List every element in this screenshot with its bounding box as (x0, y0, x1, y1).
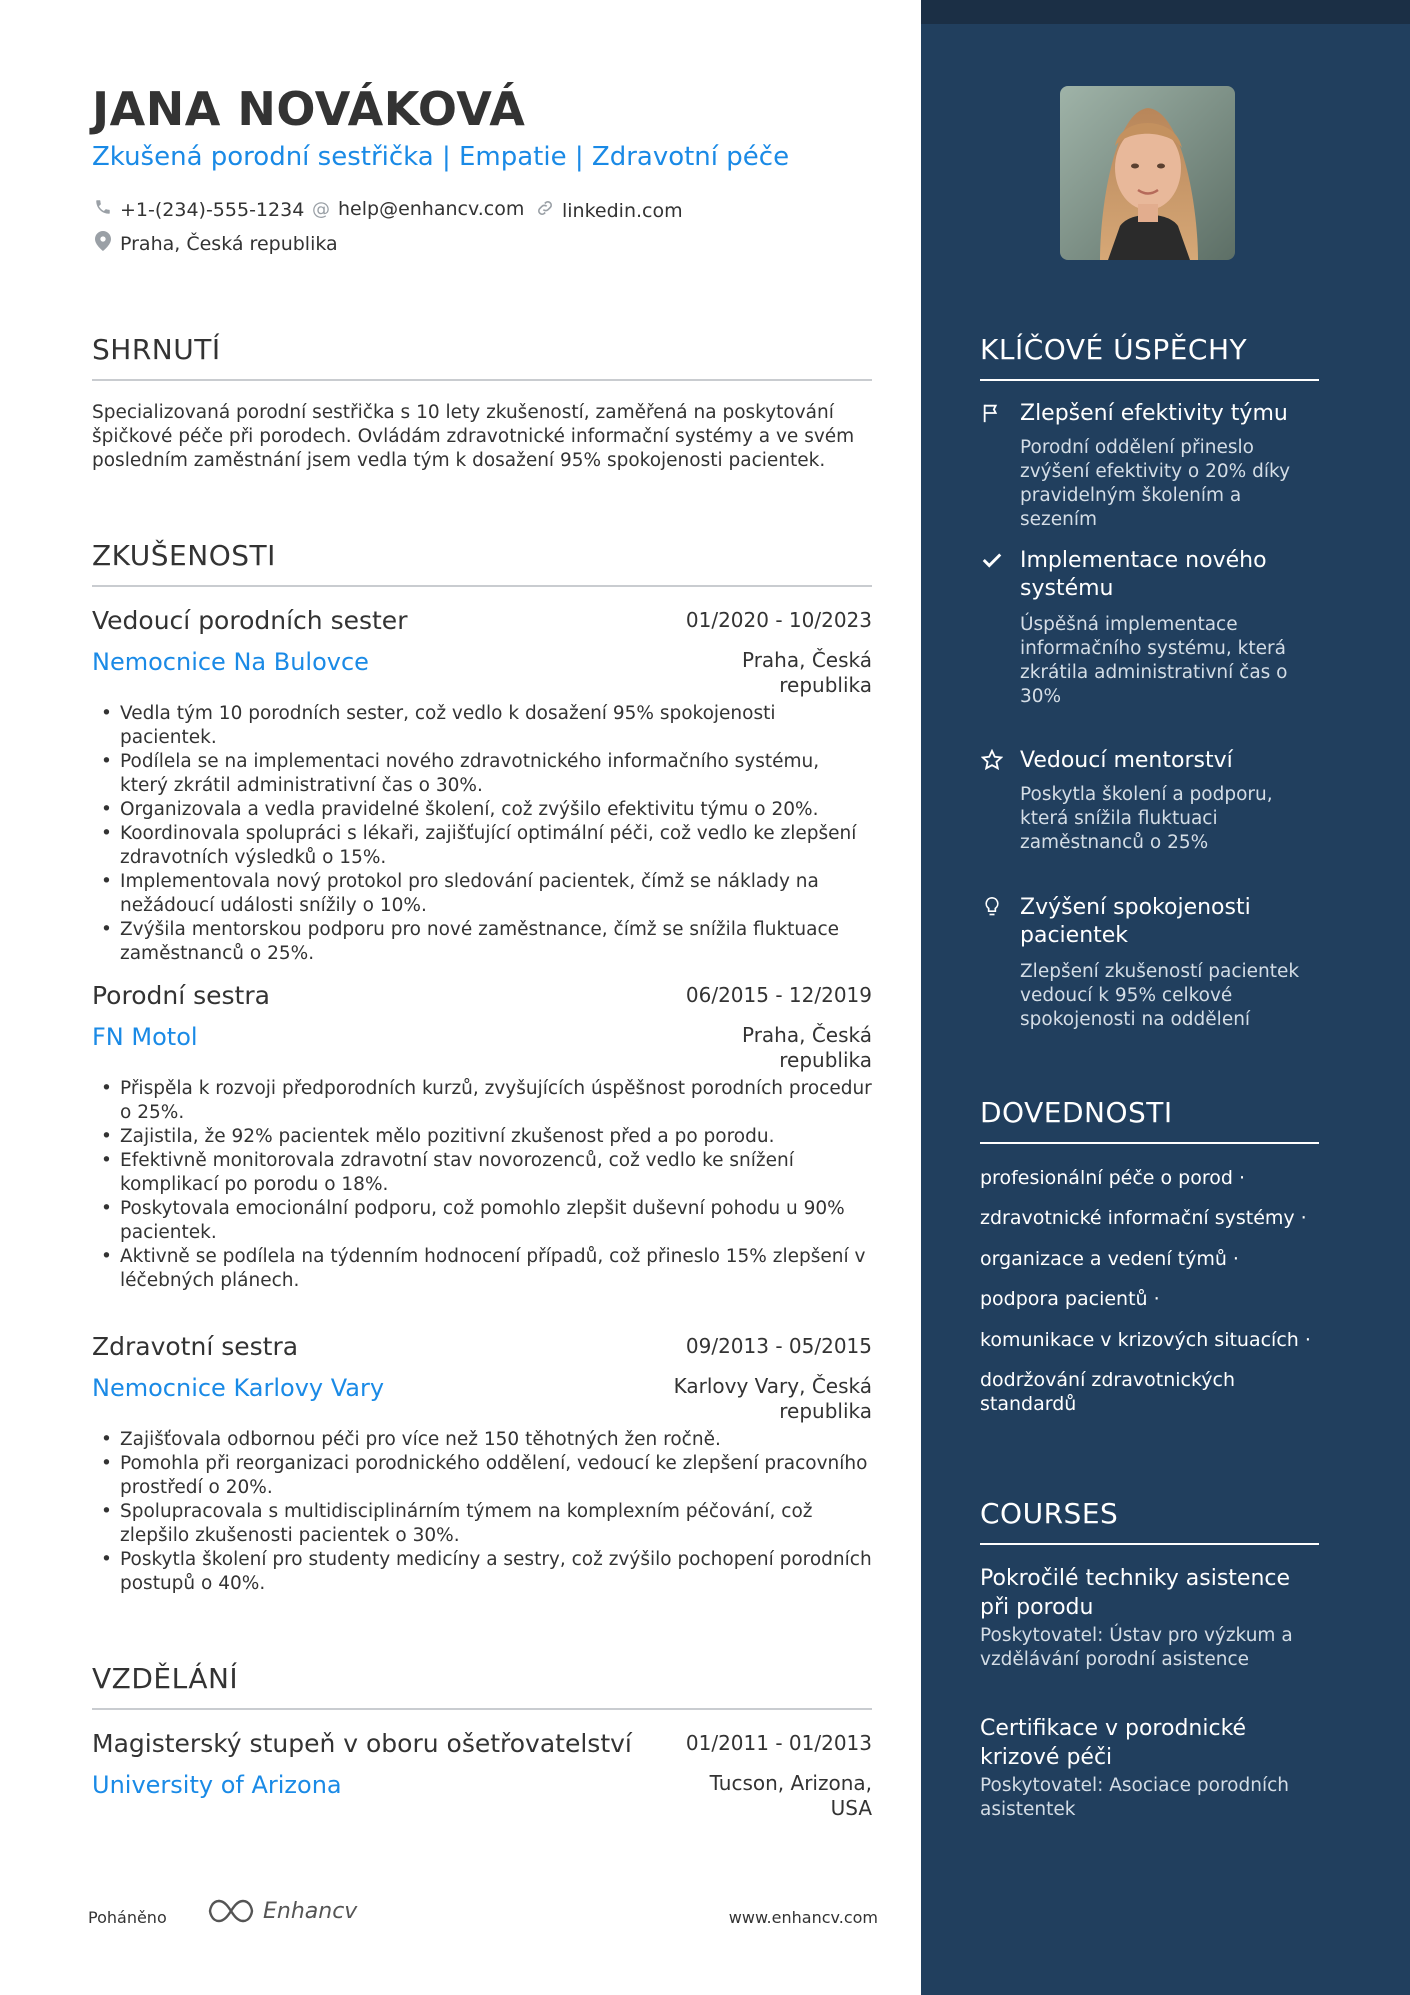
achievement-title: Implementace nového systému (1020, 548, 1267, 601)
course-provider: Poskytovatel: Ústav pro výzkum a vzdělávání porodní asistence (980, 1625, 1293, 1670)
summary-heading: SHRNUTÍ (92, 333, 221, 366)
achievement-description: Porodní oddělení přineslo zvýšení efektivity o 20% díky pravidelným školením a sezením (1020, 437, 1291, 530)
degree-title: Magisterský stupeň v oboru ošetřovatelství (92, 1729, 632, 1758)
star-icon (980, 749, 1004, 776)
course-title: Pokročilé techniky asistence při porodu (980, 1566, 1291, 1620)
footer-url[interactable]: www.enhancv.com (728, 1908, 878, 1927)
summary-divider (92, 379, 872, 381)
experience-heading: ZKUŠENOSTI (92, 539, 276, 572)
job-location (674, 1374, 872, 1424)
job-location-line: Praha, Česká (741, 1023, 872, 1047)
school-name[interactable]: University of Arizona (92, 1771, 342, 1799)
job-location-line: republika (779, 1399, 872, 1423)
check-icon (980, 549, 1004, 576)
at-icon: @ (312, 198, 330, 220)
skill-item: organizace a vedení týmů · (980, 1248, 1239, 1270)
job-location-line: republika (779, 1048, 872, 1072)
bullet-item: • Zvýšila mentorskou podporu pro nové zaměstnance, čímž se snížila fluktuace zaměstnanců o 25%. (92, 918, 872, 966)
linkedin-text: linkedin.com (562, 199, 683, 222)
bullet-item: • Koordinovala spolupráci s lékaři, zajišťující optimální péči, což vedlo ke zlepšení zdravotních výsledků o 15%. (92, 822, 872, 870)
contact-linkedin[interactable] (534, 198, 683, 223)
education-divider (92, 1708, 872, 1710)
job-bullets (92, 1428, 872, 1596)
enhancv-logo[interactable] (207, 1898, 357, 1924)
job-organization[interactable]: Nemocnice Karlovy Vary (92, 1374, 385, 1402)
job-date: 01/2020 - 10/2023 (685, 608, 872, 632)
bullet-item: • Aktivně se podílela na týdenním hodnocení případů, což přineslo 15% zlepšení v léčebných plánech. (92, 1245, 872, 1293)
bullet-item: • Podílela se na implementaci nového zdravotnického informačního systému, který zkrátil administrativní čas o 30%. (92, 750, 872, 798)
experience-divider (92, 585, 872, 587)
bullet-item: • Pomohla při reorganizaci porodnického oddělení, vedoucí ke zlepšení pracovního prostředí o 20%. (92, 1452, 872, 1500)
summary-text: Specializovaná porodní sestřička s 10 lety zkušeností, zaměřená na poskytování špičkové péče při porodech. Ovládám zdravotnické informační systémy a ve svém posledním zaměstnání jsem vedla tým k dosažení 95% spokojenosti pacientek. (92, 402, 855, 471)
achievement-item (980, 400, 1320, 530)
achievement-item (980, 547, 1320, 717)
job-location (742, 648, 872, 698)
phone-text: +1-(234)-555-1234 (120, 198, 305, 221)
job-bullets (92, 702, 872, 966)
job-location-line: Praha, Česká (741, 648, 872, 672)
achievement-description: Zlepšení zkušeností pacientek vedoucí k 95% celkové spokojenosti na oddělení (1020, 961, 1300, 1030)
bullet-item: • Zajišťovala odbornou péči pro více než 150 těhotných žen ročně. (92, 1428, 872, 1452)
job-date: 06/2015 - 12/2019 (685, 983, 872, 1007)
skill-item: zdravotnické informační systémy · (980, 1207, 1307, 1229)
contact-email[interactable] (310, 198, 524, 220)
job-entry (92, 981, 872, 1301)
bullet-item: • Zajistila, že 92% pacientek mělo pozitivní zkušenost před a po porodu. (92, 1125, 872, 1149)
job-title: Vedoucí porodních sester (92, 606, 408, 635)
achievement-description: Poskytla školení a podporu, která snížila fluktuaci zaměstnanců o 25% (1020, 784, 1273, 853)
flag-icon (980, 402, 1004, 429)
sidebar-top-bar (921, 0, 1410, 24)
job-location-line: republika (779, 673, 872, 697)
contact-phone[interactable] (92, 198, 304, 221)
bullet-item: • Spolupracovala s multidisciplinárním týmem na komplexním péčování, což zlepšilo zkušenosti pacientek o 30%. (92, 1500, 872, 1548)
skill-item: profesionální péče o porod · (980, 1167, 1246, 1189)
job-organization[interactable]: Nemocnice Na Bulovce (92, 648, 369, 676)
job-location-line: Karlovy Vary, Česká (673, 1374, 872, 1398)
course-provider: Poskytovatel: Asociace porodních asistentek (980, 1775, 1289, 1820)
skill-item: dodržování zdravotnických standardů (980, 1369, 1236, 1415)
job-entry (92, 1332, 872, 1612)
bullet-item: • Implementovala nový protokol pro sledování pacientek, čímž se náklady na nežádoucí události snížily o 10%. (92, 870, 872, 918)
achievements-divider (980, 379, 1319, 381)
skill-item: podpora pacientů · (980, 1288, 1160, 1310)
skill-item: komunikace v krizových situacích · (980, 1329, 1311, 1351)
courses-divider (980, 1543, 1319, 1545)
bullet-item: • Efektivně monitorovala zdravotní stav novorozenců, což vedlo ke snížení komplikací po porodu o 18%. (92, 1149, 872, 1197)
job-date: 09/2013 - 05/2015 (685, 1334, 872, 1358)
course-title: Certifikace v porodnické krizové péči (980, 1716, 1247, 1770)
job-entry (92, 606, 872, 964)
achievement-title: Zvýšení spokojenosti pacientek (1020, 895, 1251, 948)
course-item (980, 1714, 1320, 1822)
location-text: Praha, Česká republika (120, 232, 338, 255)
job-organization[interactable]: FN Motol (92, 1023, 198, 1051)
bullet-item: • Poskytovala emocionální podporu, což pomohlo zlepšit duševní pohodu u 90% pacientek. (92, 1197, 872, 1245)
skills-heading: DOVEDNOSTI (980, 1096, 1173, 1129)
phone-icon (92, 198, 114, 221)
achievement-title: Vedoucí mentorství (1020, 748, 1233, 773)
education-date: 01/2011 - 01/2013 (685, 1731, 872, 1755)
education-heading: VZDĚLÁNÍ (92, 1662, 239, 1695)
bullet-item: • Organizovala a vedla pravidelné školení, což zvýšilo efektivitu týmu o 20%. (92, 798, 872, 822)
achievements-heading: KLÍČOVÉ ÚSPĚCHY (980, 333, 1248, 366)
contact-location (92, 231, 338, 256)
achievement-title: Zlepšení efektivity týmu (1020, 401, 1288, 426)
lightbulb-icon (980, 896, 1004, 923)
bullet-item: • Přispěla k rozvoji předporodních kurzů, zvyšujících úspěšnost porodních procedur o 25%. (92, 1077, 872, 1125)
education-location-line: Tucson, Arizona, (709, 1771, 872, 1795)
courses-heading: COURSES (980, 1497, 1119, 1530)
achievement-description: Úspěšná implementace informačního systému, která zkrátila administrativní čas o 30% (1020, 614, 1288, 707)
education-entry (92, 1729, 872, 1829)
achievement-item (980, 894, 1320, 1044)
footer-powered-by: Poháněno (88, 1908, 167, 1927)
enhancv-logo-icon (207, 1898, 255, 1924)
job-location (742, 1023, 872, 1073)
job-title: Zdravotní sestra (92, 1332, 299, 1361)
link-icon (534, 198, 556, 223)
education-location (710, 1771, 872, 1821)
job-title: Porodní sestra (92, 981, 270, 1010)
email-text: help@enhancv.com (338, 198, 525, 220)
bullet-item: • Poskytla školení pro studenty medicíny a sestry, což zvýšilo pochopení porodních postupů o 40%. (92, 1548, 872, 1596)
education-location-line: USA (830, 1796, 872, 1820)
candidate-name: JANA NOVÁKOVÁ (92, 82, 526, 136)
achievement-item (980, 747, 1320, 867)
enhancv-brand-text: Enhancv (263, 1898, 358, 1924)
candidate-tagline: Zkušená porodní sestřička | Empatie | Zdravotní péče (92, 142, 790, 172)
course-item (980, 1564, 1320, 1672)
profile-photo (1060, 86, 1235, 260)
skills-divider (980, 1142, 1319, 1144)
bullet-item: • Vedla tým 10 porodních sester, což vedlo k dosažení 95% spokojenosti pacientek. (92, 702, 872, 750)
location-pin-icon (92, 231, 114, 256)
job-bullets (92, 1077, 872, 1293)
